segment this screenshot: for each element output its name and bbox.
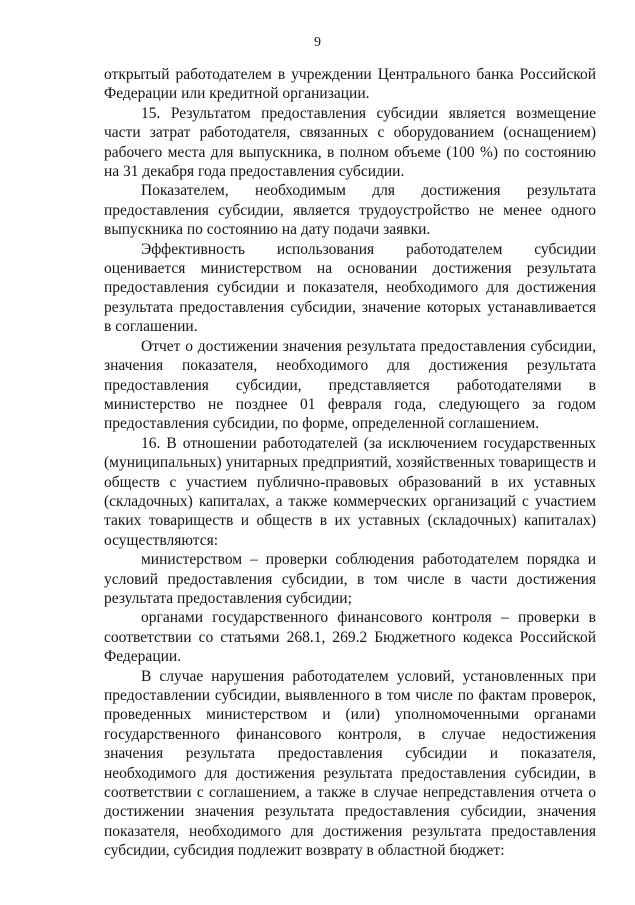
paragraph-ministry-checks: министерством – проверки соблюдения работодателем порядка и условий предоставления субсидии, в том числе в части достижения результата предоставления субсидии; (104, 551, 596, 607)
paragraph-violation-return: В случае нарушения работодателем условий, установленных при предоставлении субсидии, выявленного в том числе по фактам проверок, проведенных министерством и (или) уполномоченными органами государственного финансового контроля, в случае недостижения значения результата предоставления субсидии и показателя, необходимого для достижения результата предоставления субсидии, в соответствии с соглашением, а также в случае непредставления отчета о достижении значения результата предоставления субсидии, значения показателя, необходимого для достижения результата предоставления субсидии, субсидия подлежит возврату в областной бюджет: (104, 667, 596, 860)
paragraph-report: Отчет о достижении значения результата предоставления субсидии, значения показателя, необходимого для достижения результата предоставления субсидии, представляется работодателями в министерство не позднее 01 февраля года, следующего за годом предоставления субсидии, по форме, определенной соглашением. (104, 337, 596, 433)
document-body (104, 65, 596, 861)
page-number: 9 (314, 35, 321, 50)
paragraph-continuation: открытый работодателем в учреждении Центрального банка Российской Федерации или кредитной организации. (104, 66, 596, 103)
paragraph-financial-control: органами государственного финансового контроля – проверки в соответствии со статьями 268.1, 269.2 Бюджетного кодекса Российской Федерации. (104, 609, 596, 666)
paragraph-indicator: Показателем, необходимым для достижения результата предоставления субсидии, является трудоустройство не менее одного выпускника по состоянию на дату подачи заявки. (104, 182, 596, 239)
paragraph-efficiency: Эффективность использования работодателем субсидии оценивается министерством на основании достижения результата предоставления субсидии и показателя, необходимого для достижения результата предоставления субсидии, значение которых устанавливается в соглашении. (104, 240, 596, 336)
paragraph-item-16-checks: 16. В отношении работодателей (за исключением государственных (муниципальных) унитарных предприятий, хозяйственных товариществ и обществ с участием публично-правовых образований в их уставных (складочных) капиталах, а также коммерческих организаций с участием таких товариществ и обществ в их уставных (складочных) капиталах) осуществляются: (104, 434, 596, 549)
paragraph-item-15-result: 15. Результатом предоставления субсидии является возмещение части затрат работодателя, связанных с оборудованием (оснащением) рабочего места для выпускника, в полном объеме (100 %) по состоянию на 31 декабря года предоставления субсидии. (104, 104, 596, 181)
